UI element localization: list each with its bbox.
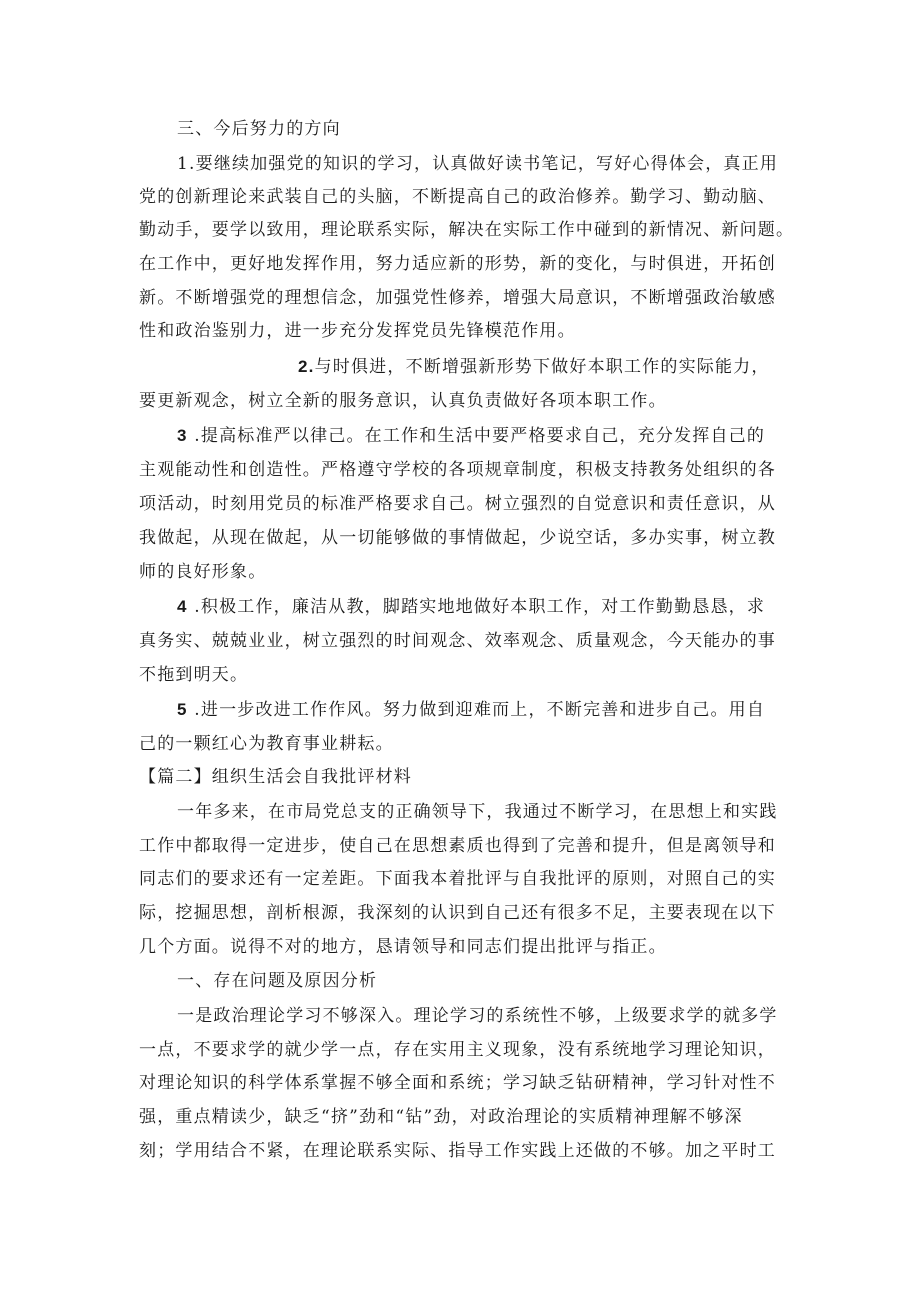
paragraph-line: 勤动手，要学以致用，理论联系实际，解决在实际工作中碰到的新情况、新问题。 [139,220,795,240]
item-text: .积极工作，廉洁从教，脚踏实地地做好本职工作，对工作勤勤恳恳，求 [194,597,766,617]
paragraph-line: 我做起，从现在做起，从一切能够做的事情做起，少说空话，多办实事，树立教 [139,528,776,548]
paragraph-line: 在工作中，更好地发挥作用，努力适应新的形势，新的变化，与时俱进，开拓创 [139,254,776,274]
section-heading: 三、今后努力的方向 [177,119,341,139]
paragraph-line: 工作中都取得一定进步，使自己在思想素质也得到了完善和提升，但是离领导和 [139,836,776,856]
paragraph-line: 不拖到明天。 [139,665,249,685]
paragraph-line: 项活动，时刻用党员的标准严格要求自己。树立强烈的自觉意识和责任意识，从 [139,494,776,514]
item-number: 3 [177,426,188,445]
paragraph-line: 一年多来，在市局党总支的正确领导下，我通过不断学习，在思想上和实践 [177,802,778,822]
paragraph-line: 要更新观念，树立全新的服务意识，认真负责做好各项本职工作。 [139,391,667,411]
paragraph-line: 一点，不要求学的就少学一点，存在实用主义现象，没有系统地学习理论知识， [139,1040,776,1060]
paragraph-line: 刻；学用结合不紧，在理论联系实际、指导工作实践上还做的不够。加之平时工 [139,1141,776,1161]
item-text: .提高标准严以律己。在工作和生活中要严格要求自己，充分发挥自己的 [194,426,766,446]
paragraph-line: 同志们的要求还有一定差距。下面我本着批评与自我批评的原则，对照自己的实 [139,869,776,889]
paragraph-line [177,426,765,446]
paragraph-line: 几个方面。说得不对的地方，恳请领导和同志们提出批评与指正。 [139,937,667,957]
paragraph-line: 真务实、兢兢业业，树立强烈的时间观念、效率观念、质量观念，今天能办的事 [139,631,776,651]
paragraph-line: 强，重点精读少，缺乏“挤”劲和“钻”劲，对政治理论的实质精神理解不够深 [139,1107,743,1127]
paragraph-line: 党的创新理论来武装自己的头脑，不断提高自己的政治修养。勤学习、勤动脑、 [139,187,776,207]
item-text: .进一步改进工作作风。努力做到迎难而上，不断完善和进步自己。用自 [194,700,766,720]
paragraph-line [177,700,765,720]
paragraph-line: 1.要继续加强党的知识的学习，认真做好读书笔记，写好心得体会，真正用 [177,154,779,174]
paragraph-line: 己的一颗红心为教育事业耕耘。 [139,734,394,754]
paragraph-line: 新。不断增强党的理想信念，加强党性修养，增强大局意识，不断增强政治敏感 [139,288,776,308]
paragraph-line [298,357,770,377]
item-number: 4 [177,597,188,616]
paragraph-line: 一是政治理论学习不够深入。理论学习的系统性不够，上级要求学的就多学 [177,1006,778,1026]
paragraph-line [177,597,765,617]
article-title: 【篇二】组织生活会自我批评材料 [139,767,412,787]
paragraph-line: 性和政治鉴别力，进一步充分发挥党员先锋模范作用。 [139,321,576,341]
paragraph-line: 主观能动性和创造性。严格遵守学校的各项规章制度，积极支持教务处组织的各 [139,460,776,480]
item-number: 2. [298,357,315,376]
item-number: 5 [177,700,188,719]
section-heading: 一、存在问题及原因分析 [177,971,378,991]
paragraph-line: 师的良好形象。 [139,562,267,582]
paragraph-line: 对理论知识的科学体系掌握不够全面和系统；学习缺乏钻研精神，学习针对性不 [139,1073,776,1093]
paragraph-line: 际，挖掘思想，剖析根源，我深刻的认识到自己还有很多不足，主要表现在以下 [139,903,776,923]
item-text: 与时俱进，不断增强新形势下做好本职工作的实际能力， [314,357,770,377]
